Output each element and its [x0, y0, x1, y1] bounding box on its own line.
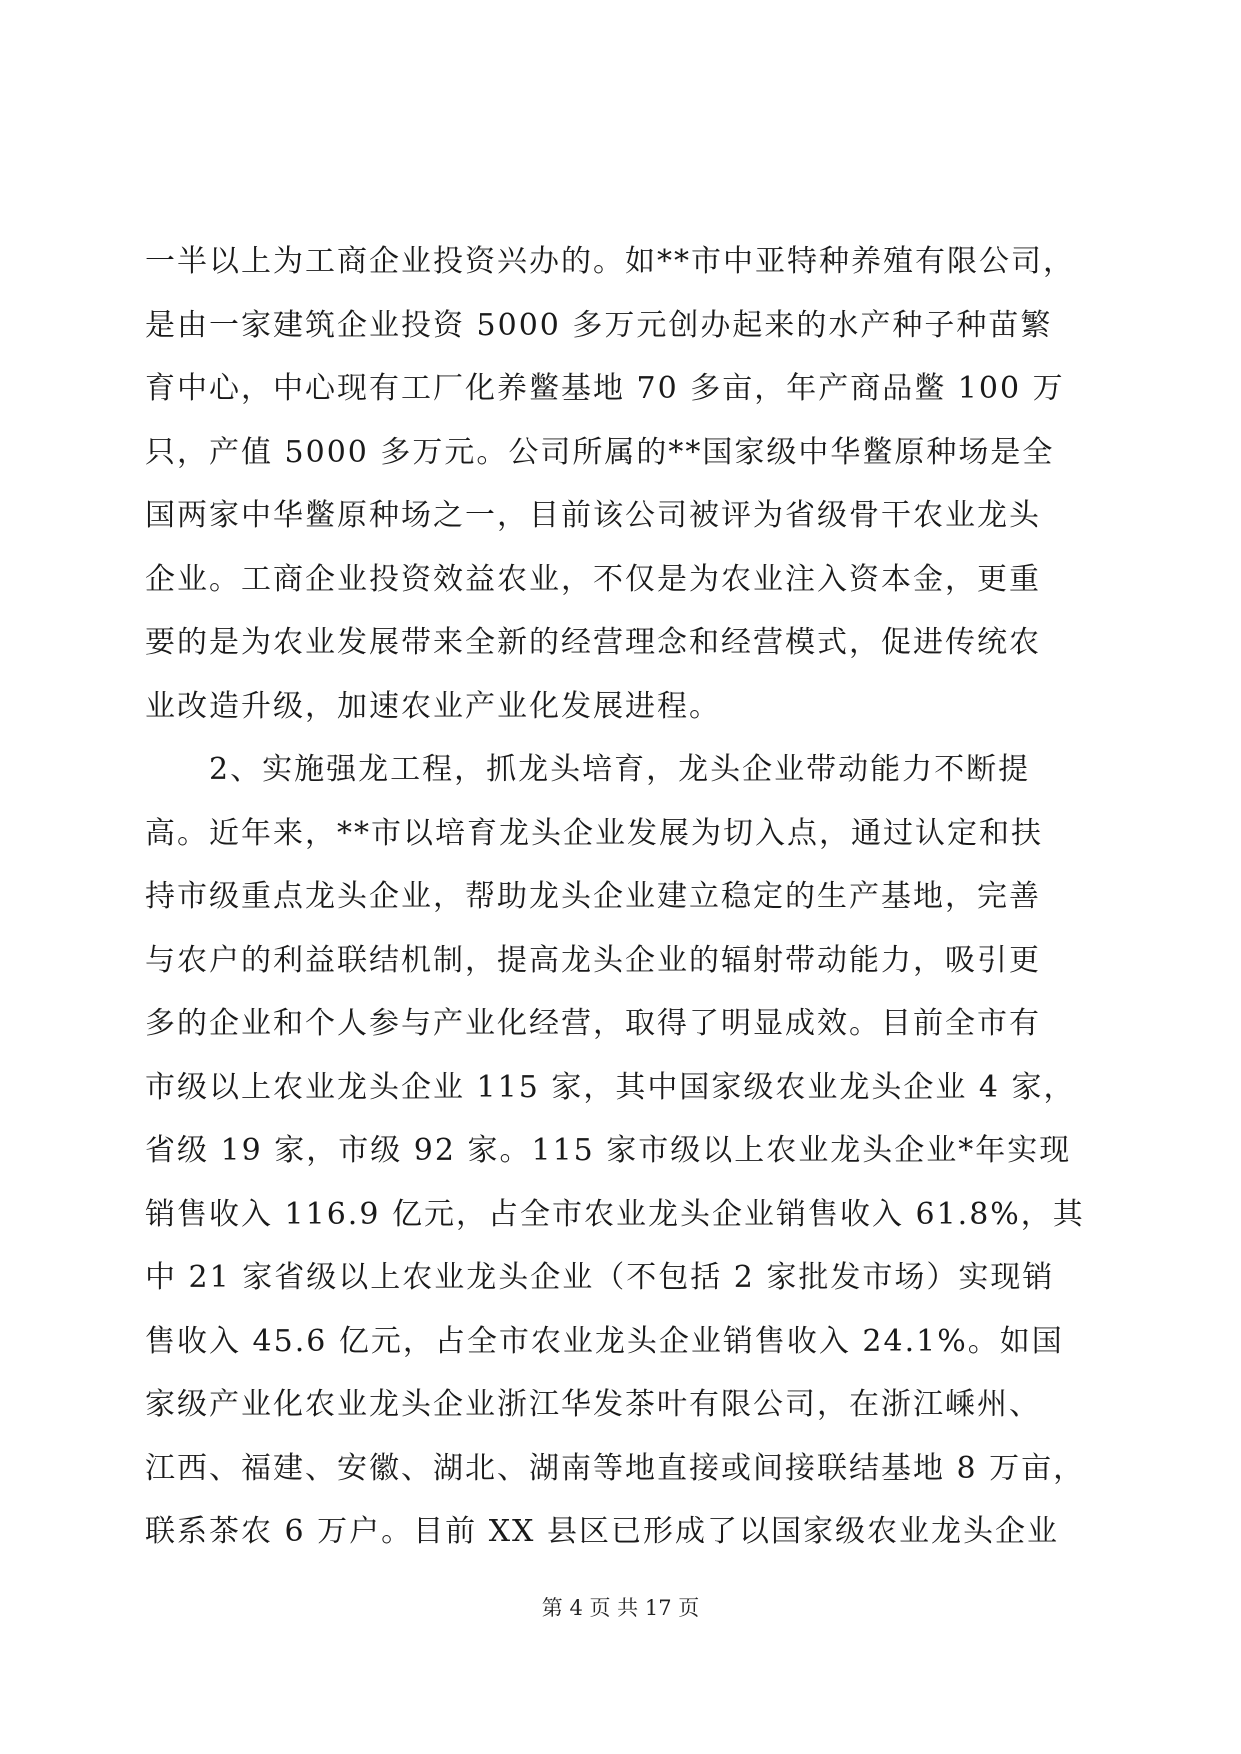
text-line: 中 21 家省级以上农业龙头企业（不包括 2 家批发市场）实现销: [145, 1260, 1055, 1295]
text-line: 只，产值 5000 多万元。公司所属的**国家级中华鳖原种场是全: [145, 434, 1055, 470]
text-line: 多的企业和个人参与产业化经营，取得了明显成效。目前全市有: [145, 1006, 1041, 1041]
text-line: 江西、福建、安徽、湖北、湖南等地直接或间接联结基地 8 万亩，: [145, 1450, 1086, 1486]
text-line: 国两家中华鳖原种场之一，目前该公司被评为省级骨干农业龙头: [145, 498, 1041, 533]
text-line: 业改造升级，加速农业产业化发展进程。: [145, 688, 721, 724]
body-text: [145, 230, 1095, 1564]
text-line: 育中心，中心现有工厂化养鳖基地 70 多亩，年产商品鳖 100 万: [145, 371, 1065, 406]
text-line: 与农户的利益联结机制，提高龙头企业的辐射带动能力，吸引更: [145, 942, 1041, 978]
text-line: 联系茶农 6 万户。目前 XX 县区已形成了以国家级农业龙头企业: [145, 1514, 1059, 1549]
text-line: 要的是为农业发展带来全新的经营理念和经营模式，促进传统农: [145, 625, 1041, 660]
text-line: 2、实施强龙工程，抓龙头培育，龙头企业带动能力不断提: [145, 752, 1031, 787]
text-line: 省级 19 家，市级 92 家。115 家市级以上农业龙头企业*年实现: [145, 1133, 1072, 1168]
text-line: 销售收入 116.9 亿元，占全市农业龙头企业销售收入 61.8%，其: [145, 1196, 1085, 1232]
text-line: 市级以上农业龙头企业 115 家，其中国家级农业龙头企业 4 家，: [145, 1069, 1076, 1105]
text-line: 高。近年来，**市以培育龙头企业发展为切入点，通过认定和扶: [145, 815, 1043, 851]
text-line: 家级产业化农业龙头企业浙江华发茶叶有限公司，在浙江嵊州、: [145, 1387, 1041, 1422]
text-line: 一半以上为工商企业投资兴办的。如**市中亚特种养殖有限公司，: [145, 244, 1075, 279]
text-line: 是由一家建筑企业投资 5000 多万元创办起来的水产种子种苗繁: [145, 307, 1053, 343]
text-line: 售收入 45.6 亿元，占全市农业龙头企业销售收入 24.1%。如国: [145, 1323, 1064, 1359]
text-line: 企业。工商企业投资效益农业，不仅是为农业注入资本金，更重: [145, 561, 1041, 597]
page-footer: 第 4 页 共 17 页: [541, 1596, 700, 1620]
text-line: 持市级重点龙头企业，帮助龙头企业建立稳定的生产基地，完善: [145, 879, 1041, 914]
